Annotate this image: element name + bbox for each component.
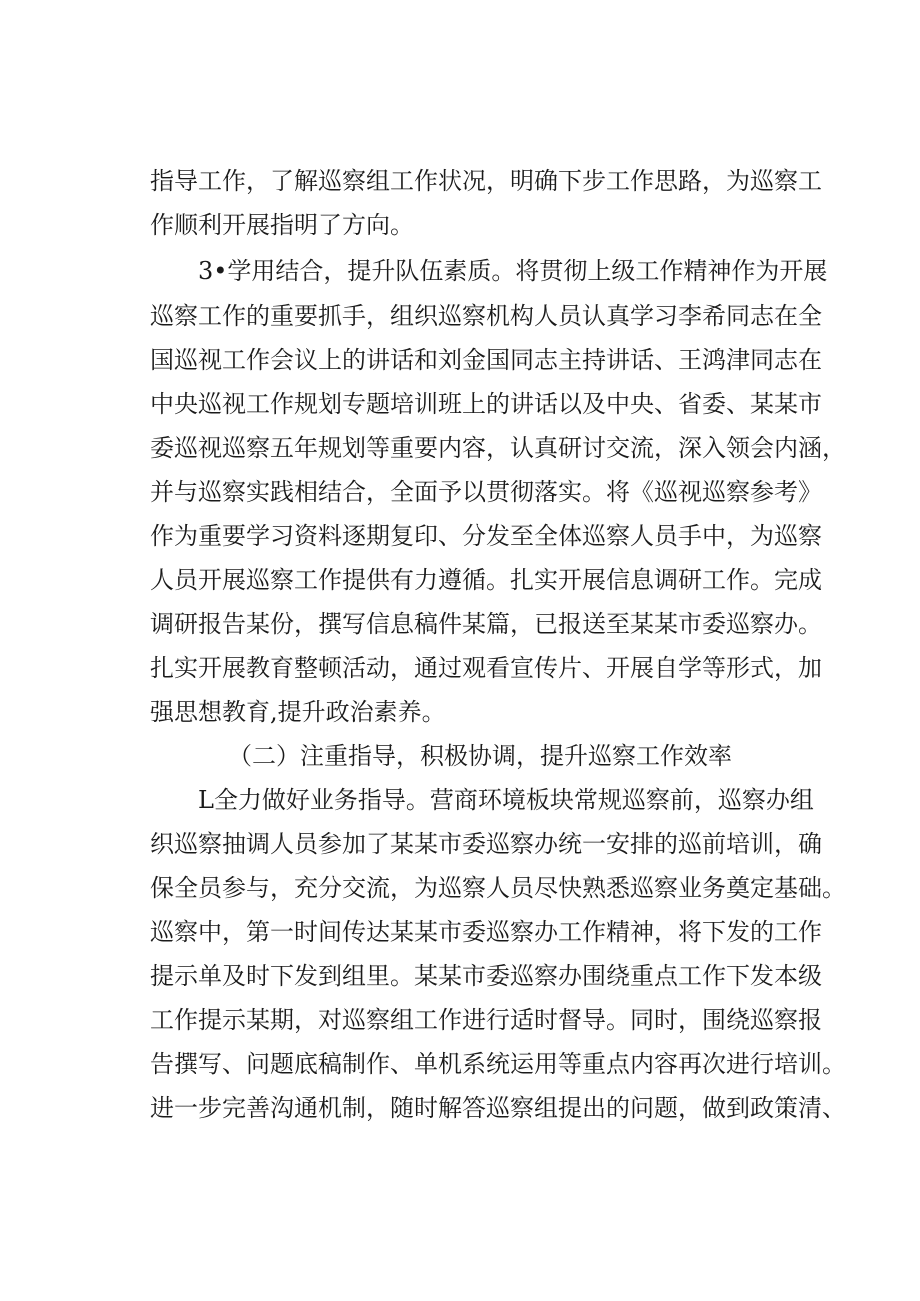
text-line: 进一步完善沟通机制，随时解答巡察组提出的问题，做到政策清、 <box>150 1094 846 1122</box>
text-line: 扎实开展教育整顿活动，通过观看宣传片、开展自学等形式，加 <box>150 654 822 682</box>
section-heading: （二）注重指导，积极协调，提升巡察工作效率 <box>228 742 732 770</box>
text-line: 强思想教育,提升政治素养。 <box>150 698 446 726</box>
text-line: 人员开展巡察工作提供有力遵循。扎实开展信息调研工作。完成 <box>150 566 822 594</box>
text-line: 作顺利开展指明了方向。 <box>150 211 414 239</box>
text-line: 调研报告某份，撰写信息稿件某篇，已报送至某某市委巡察办。 <box>150 610 822 638</box>
text-line: 作为重要学习资料逐期复印、分发至全体巡察人员手中，为巡察 <box>150 522 822 550</box>
text-line: 中央巡视工作规划专题培训班上的讲话以及中央、省委、某某市 <box>150 390 822 418</box>
text-line: 巡察工作的重要抓手，组织巡察机构人员认真学习李希同志在全 <box>150 302 822 330</box>
text-line: 委巡视巡察五年规划等重要内容，认真研讨交流，深入领会内涵， <box>150 434 846 462</box>
text-line: 工作提示某期，对巡察组工作进行适时督导。同时，围绕巡察报 <box>150 1006 822 1034</box>
text-line: 指导工作，了解巡察组工作状况，明确下步工作思路，为巡察工 <box>150 167 822 195</box>
text-line: 保全员参与，充分交流，为巡察人员尽快熟悉巡察业务奠定基础。 <box>150 874 846 902</box>
text-line: 提示单及时下发到组里。某某市委巡察办围绕重点工作下发本级 <box>150 962 822 990</box>
text-line: 并与巡察实践相结合，全面予以贯彻落实。将《巡视巡察参考》 <box>150 478 822 506</box>
text-line: 国巡视工作会议上的讲话和刘金国同志主持讲话、王鸿津同志在 <box>150 346 822 374</box>
text-line: 3•学用结合，提升队伍素质。将贯彻上级工作精神作为开展 <box>198 257 828 285</box>
text-line: L全力做好业务指导。营商环境板块常规巡察前，巡察办组 <box>198 786 814 814</box>
text-line: 织巡察抽调人员参加了某某市委巡察办统一安排的巡前培训，确 <box>150 830 822 858</box>
text-line: 告撰写、问题底稿制作、单机系统运用等重点内容再次进行培训。 <box>150 1050 846 1078</box>
text-line: 巡察中，第一时间传达某某市委巡察办工作精神，将下发的工作 <box>150 918 822 946</box>
